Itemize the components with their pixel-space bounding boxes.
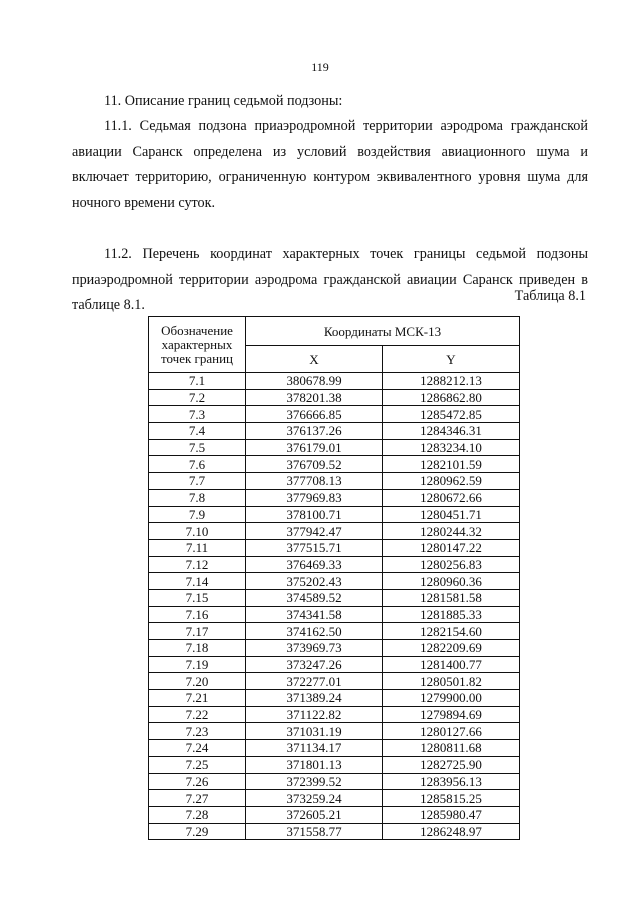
y-cell: 1280672.66: [383, 489, 520, 506]
x-cell: 376179.01: [246, 439, 383, 456]
table-row: [149, 556, 520, 573]
table-row: [149, 473, 520, 490]
x-cell: 375202.43: [246, 573, 383, 590]
table-row: [149, 740, 520, 757]
x-cell: 371558.77: [246, 823, 383, 840]
y-cell: 1280256.83: [383, 556, 520, 573]
y-cell: 1281885.33: [383, 606, 520, 623]
header-designation: Обозначение характерных точек границ: [149, 317, 246, 373]
point-cell: 7.14: [149, 573, 246, 590]
y-cell: 1281400.77: [383, 656, 520, 673]
x-cell: 373969.73: [246, 640, 383, 657]
table-row: [149, 539, 520, 556]
point-cell: 7.21: [149, 690, 246, 707]
y-cell: 1285472.85: [383, 406, 520, 423]
y-cell: 1286862.80: [383, 389, 520, 406]
x-cell: 377942.47: [246, 523, 383, 540]
y-cell: 1282101.59: [383, 456, 520, 473]
x-cell: 374341.58: [246, 606, 383, 623]
table-row: [149, 423, 520, 440]
table-row: [149, 773, 520, 790]
x-cell: 372399.52: [246, 773, 383, 790]
table-row: [149, 406, 520, 423]
point-cell: 7.24: [149, 740, 246, 757]
header-coordinates: Координаты МСК-13: [246, 317, 520, 346]
table-row: [149, 673, 520, 690]
y-cell: 1281581.58: [383, 589, 520, 606]
table-row: [149, 523, 520, 540]
table-row: [149, 623, 520, 640]
point-cell: 7.1: [149, 373, 246, 390]
point-cell: 7.10: [149, 523, 246, 540]
x-cell: 371801.13: [246, 756, 383, 773]
x-cell: 371122.82: [246, 706, 383, 723]
y-cell: 1280244.32: [383, 523, 520, 540]
table-row: [149, 506, 520, 523]
y-cell: 1280127.66: [383, 723, 520, 740]
point-cell: 7.9: [149, 506, 246, 523]
table-row: [149, 706, 520, 723]
point-cell: 7.18: [149, 640, 246, 657]
x-cell: 377515.71: [246, 539, 383, 556]
y-cell: 1285815.25: [383, 790, 520, 807]
paragraph-11-2: 11.2. Перечень координат характерных точек границы седьмой подзоны приаэродромной территории аэродрома гражданской авиации Саранск приведен в таблице 8.1.: [72, 246, 588, 314]
y-cell: 1280962.59: [383, 473, 520, 490]
y-cell: 1279894.69: [383, 706, 520, 723]
x-cell: 376469.33: [246, 556, 383, 573]
coordinates-table: [148, 316, 520, 840]
x-cell: 378100.71: [246, 506, 383, 523]
x-cell: 380678.99: [246, 373, 383, 390]
table-row: [149, 589, 520, 606]
table-row: [149, 723, 520, 740]
x-cell: 372605.21: [246, 806, 383, 823]
point-cell: 7.25: [149, 756, 246, 773]
y-cell: 1286248.97: [383, 823, 520, 840]
y-cell: 1283234.10: [383, 439, 520, 456]
point-cell: 7.12: [149, 556, 246, 573]
table-row: [149, 790, 520, 807]
table-row: [149, 640, 520, 657]
table-row: [149, 373, 520, 390]
x-cell: 373259.24: [246, 790, 383, 807]
y-cell: 1280811.68: [383, 740, 520, 757]
table-row: [149, 823, 520, 840]
section-heading: 11. Описание границ седьмой подзоны:: [104, 93, 343, 109]
point-cell: 7.27: [149, 790, 246, 807]
table-row: [149, 456, 520, 473]
point-cell: 7.20: [149, 673, 246, 690]
table-row: [149, 656, 520, 673]
y-cell: 1279900.00: [383, 690, 520, 707]
x-cell: 378201.38: [246, 389, 383, 406]
table-row: [149, 756, 520, 773]
point-cell: 7.4: [149, 423, 246, 440]
y-cell: 1283956.13: [383, 773, 520, 790]
point-cell: 7.6: [149, 456, 246, 473]
point-cell: 7.11: [149, 539, 246, 556]
point-cell: 7.22: [149, 706, 246, 723]
x-cell: 377708.13: [246, 473, 383, 490]
point-cell: 7.5: [149, 439, 246, 456]
table-row: [149, 489, 520, 506]
y-cell: 1284346.31: [383, 423, 520, 440]
table-row: [149, 573, 520, 590]
x-cell: 371389.24: [246, 690, 383, 707]
y-cell: 1282154.60: [383, 623, 520, 640]
point-cell: 7.29: [149, 823, 246, 840]
page-number: 119: [311, 60, 329, 74]
x-cell: 372277.01: [246, 673, 383, 690]
x-cell: 376137.26: [246, 423, 383, 440]
x-cell: 377969.83: [246, 489, 383, 506]
table-row: [149, 606, 520, 623]
point-cell: 7.28: [149, 806, 246, 823]
header-y: Y: [383, 346, 520, 373]
y-cell: 1288212.13: [383, 373, 520, 390]
point-cell: 7.16: [149, 606, 246, 623]
header-x: X: [246, 346, 383, 373]
y-cell: 1282209.69: [383, 640, 520, 657]
point-cell: 7.7: [149, 473, 246, 490]
y-cell: 1280451.71: [383, 506, 520, 523]
point-cell: 7.26: [149, 773, 246, 790]
table-row: [149, 439, 520, 456]
table-body: [149, 373, 520, 840]
point-cell: 7.3: [149, 406, 246, 423]
y-cell: 1280147.22: [383, 539, 520, 556]
x-cell: 376709.52: [246, 456, 383, 473]
table-row: [149, 690, 520, 707]
point-cell: 7.15: [149, 589, 246, 606]
y-cell: 1280960.36: [383, 573, 520, 590]
point-cell: 7.2: [149, 389, 246, 406]
x-cell: 374589.52: [246, 589, 383, 606]
y-cell: 1282725.90: [383, 756, 520, 773]
x-cell: 373247.26: [246, 656, 383, 673]
x-cell: 376666.85: [246, 406, 383, 423]
x-cell: 371134.17: [246, 740, 383, 757]
table-caption: Таблица 8.1: [514, 288, 586, 304]
y-cell: 1280501.82: [383, 673, 520, 690]
point-cell: 7.19: [149, 656, 246, 673]
x-cell: 374162.50: [246, 623, 383, 640]
point-cell: 7.17: [149, 623, 246, 640]
point-cell: 7.8: [149, 489, 246, 506]
point-cell: 7.23: [149, 723, 246, 740]
table-row: [149, 806, 520, 823]
y-cell: 1285980.47: [383, 806, 520, 823]
table-row: [149, 389, 520, 406]
paragraph-11-1: 11.1. Седьмая подзона приаэродромной территории аэродрома гражданской авиации Саранск определена из условий воздействия авиационного шума и включает территорию, ограниченную контуром эквивалентного уровня шума для ночного времени суток.: [72, 118, 588, 212]
x-cell: 371031.19: [246, 723, 383, 740]
